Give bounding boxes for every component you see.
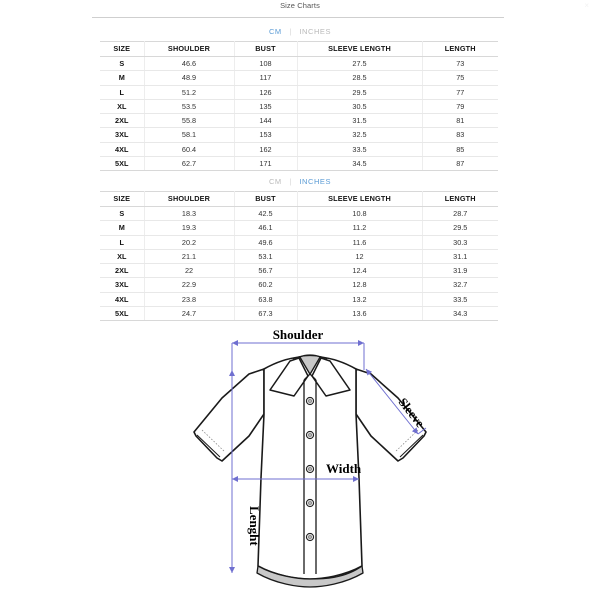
cell-shoulder: 62.7: [144, 157, 234, 171]
size-table-inches: [100, 191, 498, 321]
cell-size: 4XL: [100, 292, 144, 306]
table-row: [100, 114, 498, 128]
table-row: [100, 307, 498, 321]
header-divider: [92, 17, 504, 18]
cell-sleeve-length: 13.6: [297, 307, 422, 321]
modal-header: [0, 0, 600, 18]
column-header-sleeve-length: SLEEVE LENGTH: [297, 42, 422, 57]
cell-shoulder: 48.9: [144, 71, 234, 85]
cell-shoulder: 24.7: [144, 307, 234, 321]
cell-bust: 60.2: [234, 278, 297, 292]
cell-sleeve-length: 29.5: [297, 85, 422, 99]
table-row: [100, 221, 498, 235]
column-header-shoulder: SHOULDER: [144, 192, 234, 207]
cell-bust: 63.8: [234, 292, 297, 306]
cell-bust: 53.1: [234, 249, 297, 263]
cell-shoulder: 60.4: [144, 142, 234, 156]
label-width: Width: [326, 461, 362, 476]
cell-size: XL: [100, 249, 144, 263]
cell-shoulder: 51.2: [144, 85, 234, 99]
table-row: [100, 57, 498, 71]
cell-shoulder: 22.9: [144, 278, 234, 292]
table-row: [100, 85, 498, 99]
cell-size: M: [100, 71, 144, 85]
column-header-bust: BUST: [234, 192, 297, 207]
column-header-shoulder: SHOULDER: [144, 42, 234, 57]
cell-shoulder: 21.1: [144, 249, 234, 263]
unit-toggle-cm-table: [0, 27, 600, 36]
cell-length: 29.5: [422, 221, 498, 235]
cell-length: 33.5: [422, 292, 498, 306]
cell-length: 75: [422, 71, 498, 85]
cell-size: M: [100, 221, 144, 235]
cell-sleeve-length: 12.8: [297, 278, 422, 292]
table-row: [100, 235, 498, 249]
column-header-length: LENGTH: [422, 42, 498, 57]
cell-size: 3XL: [100, 278, 144, 292]
cell-sleeve-length: 10.8: [297, 207, 422, 221]
cell-size: 4XL: [100, 142, 144, 156]
table-row: [100, 207, 498, 221]
label-sleeve: Sleeve: [395, 395, 428, 431]
cell-length: 73: [422, 57, 498, 71]
cell-sleeve-length: 11.2: [297, 221, 422, 235]
cell-length: 31.9: [422, 264, 498, 278]
table-header-row: [100, 42, 498, 57]
table-row: [100, 278, 498, 292]
cell-bust: 42.5: [234, 207, 297, 221]
cell-length: 83: [422, 128, 498, 142]
close-icon[interactable]: ×: [584, 1, 589, 10]
cell-size: 5XL: [100, 157, 144, 171]
cell-bust: 108: [234, 57, 297, 71]
unit-option-inches[interactable]: INCHES: [299, 27, 332, 36]
label-length: Lenght: [247, 506, 262, 546]
table-row: [100, 292, 498, 306]
cell-size: 5XL: [100, 307, 144, 321]
cell-shoulder: 19.3: [144, 221, 234, 235]
cell-length: 28.7: [422, 207, 498, 221]
cell-size: XL: [100, 99, 144, 113]
table-row: [100, 264, 498, 278]
cell-length: 77: [422, 85, 498, 99]
unit-option-cm[interactable]: CM: [268, 27, 282, 36]
column-header-size: SIZE: [100, 42, 144, 57]
cell-bust: 153: [234, 128, 297, 142]
cell-bust: 49.6: [234, 235, 297, 249]
unit-option-inches[interactable]: INCHES: [299, 177, 332, 186]
cell-sleeve-length: 33.5: [297, 142, 422, 156]
cell-size: 2XL: [100, 264, 144, 278]
cell-size: 3XL: [100, 128, 144, 142]
cell-length: 32.7: [422, 278, 498, 292]
cell-shoulder: 55.8: [144, 114, 234, 128]
table-row: [100, 71, 498, 85]
cell-length: 30.3: [422, 235, 498, 249]
left-sleeve-shape: [194, 369, 264, 461]
column-header-size: SIZE: [100, 192, 144, 207]
cell-shoulder: 22: [144, 264, 234, 278]
cell-size: S: [100, 57, 144, 71]
table-row: [100, 249, 498, 263]
cell-sleeve-length: 30.5: [297, 99, 422, 113]
cell-bust: 162: [234, 142, 297, 156]
cell-length: 87: [422, 157, 498, 171]
cell-bust: 144: [234, 114, 297, 128]
shirt-measurement-diagram: [186, 328, 434, 596]
cell-bust: 171: [234, 157, 297, 171]
cell-size: L: [100, 85, 144, 99]
unit-separator: |: [289, 29, 292, 36]
table-row: [100, 128, 498, 142]
cell-sleeve-length: 12: [297, 249, 422, 263]
cell-shoulder: 23.8: [144, 292, 234, 306]
table-row: [100, 99, 498, 113]
unit-toggle-inches-table: [0, 177, 600, 186]
cell-length: 79: [422, 99, 498, 113]
cell-bust: 56.7: [234, 264, 297, 278]
cell-sleeve-length: 31.5: [297, 114, 422, 128]
unit-option-cm[interactable]: CM: [268, 177, 282, 186]
column-header-sleeve-length: SLEEVE LENGTH: [297, 192, 422, 207]
cell-shoulder: 18.3: [144, 207, 234, 221]
column-header-length: LENGTH: [422, 192, 498, 207]
cell-size: S: [100, 207, 144, 221]
cell-sleeve-length: 28.5: [297, 71, 422, 85]
table-row: [100, 157, 498, 171]
cell-shoulder: 46.6: [144, 57, 234, 71]
cell-sleeve-length: 32.5: [297, 128, 422, 142]
cell-shoulder: 58.1: [144, 128, 234, 142]
size-table-cm: [100, 41, 498, 171]
cell-shoulder: 20.2: [144, 235, 234, 249]
cell-bust: 67.3: [234, 307, 297, 321]
cell-sleeve-length: 34.5: [297, 157, 422, 171]
cell-length: 31.1: [422, 249, 498, 263]
cell-bust: 126: [234, 85, 297, 99]
cell-size: 2XL: [100, 114, 144, 128]
cell-size: L: [100, 235, 144, 249]
cell-sleeve-length: 13.2: [297, 292, 422, 306]
table-header-row: [100, 192, 498, 207]
cell-bust: 46.1: [234, 221, 297, 235]
cell-sleeve-length: 27.5: [297, 57, 422, 71]
cell-length: 81: [422, 114, 498, 128]
column-header-bust: BUST: [234, 42, 297, 57]
cell-sleeve-length: 12.4: [297, 264, 422, 278]
cell-sleeve-length: 11.6: [297, 235, 422, 249]
label-shoulder: Shoulder: [272, 328, 324, 342]
cell-length: 85: [422, 142, 498, 156]
cell-bust: 135: [234, 99, 297, 113]
cell-shoulder: 53.5: [144, 99, 234, 113]
unit-separator: |: [289, 179, 292, 186]
table-row: [100, 142, 498, 156]
cell-bust: 117: [234, 71, 297, 85]
cell-length: 34.3: [422, 307, 498, 321]
page-title: Size Charts: [280, 1, 320, 10]
